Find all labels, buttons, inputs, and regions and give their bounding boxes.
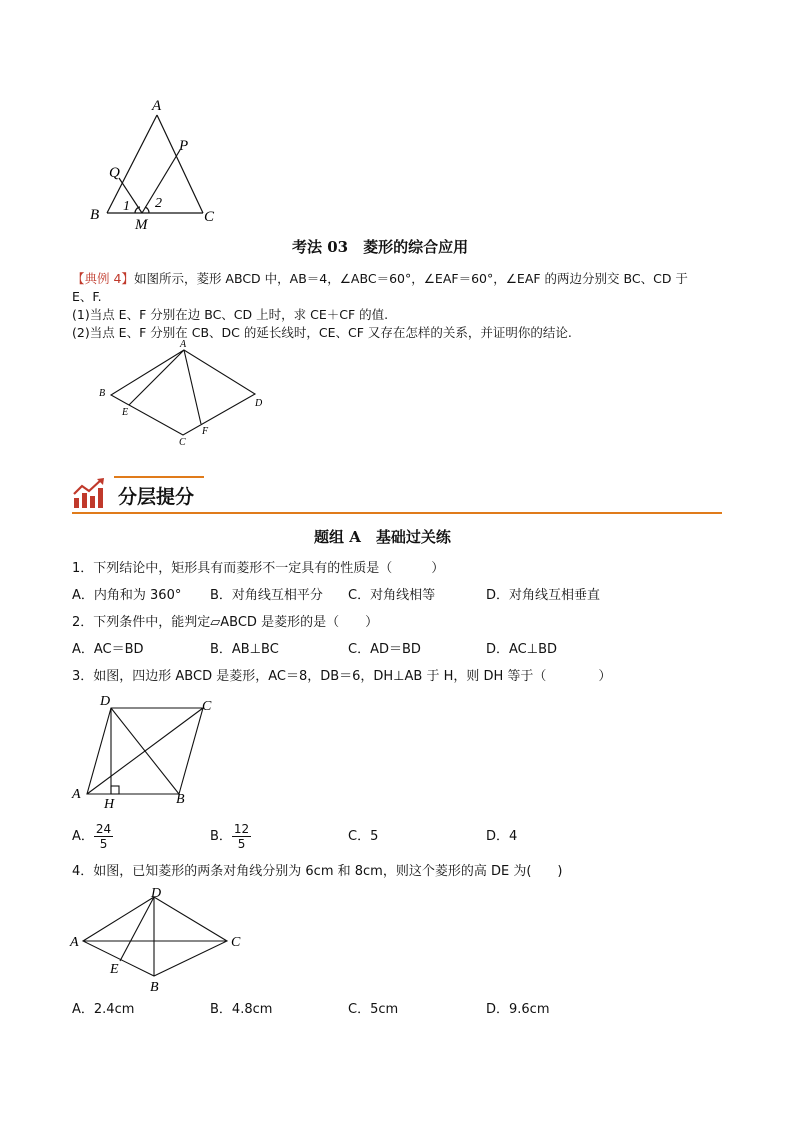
question-4-stem: 4．如图，已知菱形的两条对角线分别为 6cm 和 8cm，则这个菱形的高 DE 为( )	[72, 864, 563, 879]
example-question-1: (1)当点 E、F 分别在边 BC、CD 上时，求 CE＋CF 的值.	[72, 307, 389, 322]
chart-up-icon	[72, 476, 106, 510]
label-P: P	[179, 138, 189, 154]
q1-option-b: B．对角线互相平分	[210, 588, 323, 603]
example-line-2: E、F.	[72, 289, 102, 304]
fraction-denominator: 5	[237, 837, 246, 851]
label-A: A	[152, 98, 162, 114]
label-M: M	[135, 217, 148, 233]
label-B: B	[90, 207, 100, 223]
label-B: B	[150, 980, 159, 995]
q1-option-a: A．内角和为 360°	[72, 588, 182, 603]
label-D: D	[100, 694, 111, 709]
rhombus-example-figure	[95, 338, 275, 450]
banner-underline	[72, 512, 722, 514]
fraction-12-5	[232, 822, 251, 851]
label-E: E	[122, 407, 129, 418]
example-text: 如图所示，菱形 ABCD 中，AB＝4，∠ABC＝60°，∠EAF＝60°，∠EAF 的两边分别交 BC、CD 于	[133, 271, 688, 286]
fraction-numerator: 12	[233, 822, 250, 836]
q3-option-a-label: A．	[72, 829, 94, 844]
q4-option-d: D．9.6cm	[486, 1002, 550, 1017]
q4-option-c: C．5cm	[348, 1002, 399, 1017]
q3-option-a	[72, 820, 113, 854]
label-B: B	[99, 388, 106, 399]
q2-option-b: B．AB⊥BC	[210, 642, 279, 657]
group-heading: 题组 A 基础过关练	[314, 528, 451, 546]
label-C: C	[179, 437, 186, 448]
label-A: A	[72, 787, 81, 802]
banner-title: 分层提分	[118, 486, 195, 508]
example-question-2: (2)当点 E、F 分别在 CB、DC 的延长线时，CE、CF 又存在怎样的关系，并证明你的结论.	[72, 325, 572, 340]
q2-option-c: C．AD＝BD	[348, 642, 421, 657]
question-2-stem: 2．下列条件中，能判定▱ABCD 是菱形的是（ ）	[72, 615, 379, 630]
fraction-numerator: 24	[95, 822, 112, 836]
q1-option-d: D．对角线互相垂直	[486, 588, 601, 603]
label-Q: Q	[109, 165, 120, 181]
triangle-figure	[85, 95, 225, 235]
example-tag: 【典例 4】	[72, 271, 134, 286]
q2-option-a: A．AC＝BD	[72, 642, 144, 657]
q2-option-d: D．AC⊥BD	[486, 642, 558, 657]
example-line-1	[72, 271, 688, 287]
label-C: C	[231, 935, 241, 950]
banner	[72, 474, 722, 516]
fraction-denominator: 5	[99, 837, 108, 851]
label-A: A	[180, 339, 187, 350]
section-heading: 考法 03 菱形的综合应用	[292, 238, 469, 256]
label-B: B	[176, 792, 185, 807]
label-E: E	[110, 962, 119, 977]
label-2: 2	[155, 196, 162, 211]
rhombus-q3-figure	[68, 690, 218, 810]
label-D: D	[255, 398, 263, 409]
q1-option-c: C．对角线相等	[348, 588, 436, 603]
banner-top-line	[114, 476, 204, 478]
rhombus-q4-figure	[66, 884, 256, 996]
q3-option-d: D．4	[486, 829, 518, 844]
label-A: A	[70, 935, 79, 950]
q3-option-c: C．5	[348, 829, 379, 844]
label-C: C	[204, 209, 215, 225]
label-C: C	[202, 699, 212, 714]
q3-option-b	[210, 820, 251, 854]
fraction-24-5	[94, 822, 113, 851]
label-D: D	[151, 886, 162, 901]
q4-option-a: A．2.4cm	[72, 1002, 135, 1017]
label-1: 1	[123, 199, 130, 214]
question-3-stem: 3．如图，四边形 ABCD 是菱形，AC＝8，DB＝6，DH⊥AB 于 H，则 DH 等于（ ）	[72, 669, 612, 684]
label-H: H	[104, 797, 115, 810]
label-F: F	[202, 426, 209, 437]
q4-option-b: B．4.8cm	[210, 1002, 273, 1017]
question-1-stem: 1．下列结论中，矩形具有而菱形不一定具有的性质是（ ）	[72, 561, 445, 576]
q3-option-b-label: B．	[210, 829, 232, 844]
